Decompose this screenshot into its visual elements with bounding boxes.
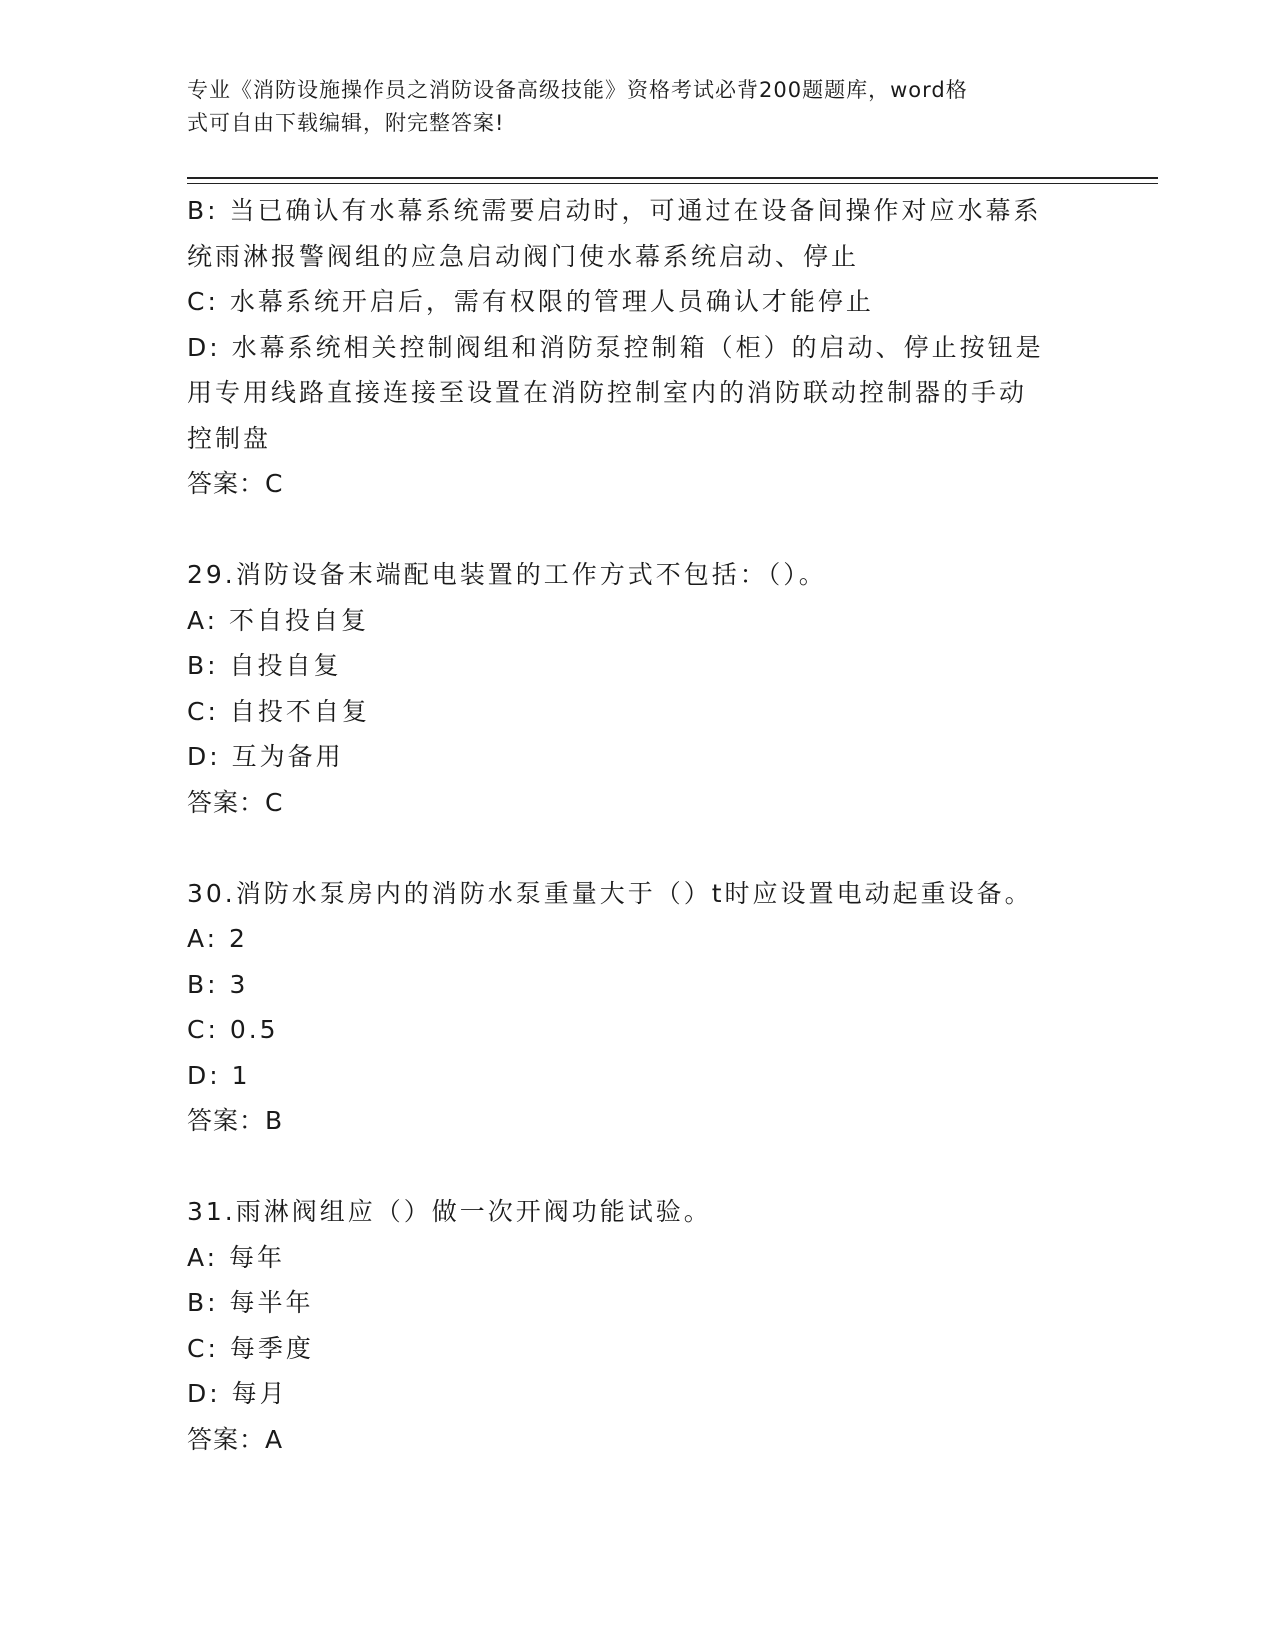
option-a: A: 不自投自复 [187, 605, 370, 635]
option-d-continued: 用专用线路直接连接至设置在消防控制室内的消防联动控制器的手动 [187, 378, 1028, 407]
question-30 [187, 871, 1087, 1144]
question-stem: 31.雨淋阀组应（）做一次开阀功能试验。 [187, 1197, 712, 1226]
answer: 答案：C [187, 787, 284, 817]
answer: 答案：C [187, 469, 284, 498]
question-list [187, 188, 1087, 1462]
document-header [187, 74, 1067, 140]
option-d-continued: 控制盘 [187, 423, 272, 453]
header-line-1: 专业《消防设施操作员之消防设备高级技能》资格考试必背200题题库，word格 [187, 78, 968, 102]
question-28-continued [187, 188, 1087, 507]
spacer [187, 1144, 1087, 1190]
option-a: A: 2 [187, 924, 248, 953]
header-divider-thick [187, 177, 1158, 179]
option-d: D: 每月 [187, 1379, 288, 1408]
question-31 [187, 1189, 1087, 1462]
option-d: D: 1 [187, 1060, 251, 1090]
header-line-2: 式可自由下载编辑，附完整答案! [187, 111, 505, 135]
option-c: C: 水幕系统开启后，需有权限的管理人员确认才能停止 [187, 287, 874, 316]
option-c: C: 每季度 [187, 1333, 314, 1363]
option-b-continued: 统雨淋报警阀组的应急启动阀门使水幕系统启动、停止 [187, 241, 860, 271]
option-b: B: 每半年 [187, 1288, 314, 1317]
header-divider-thin [187, 183, 1158, 184]
option-d: D: 互为备用 [187, 742, 344, 771]
spacer [187, 825, 1087, 871]
answer: 答案：A [187, 1424, 284, 1454]
option-d: D: 水幕系统相关控制阀组和消防泵控制箱（柜）的启动、停止按钮是 [187, 332, 1044, 362]
answer: 答案：B [187, 1106, 284, 1135]
option-c: C: 0.5 [187, 1015, 279, 1044]
option-b: B: 自投自复 [187, 651, 342, 680]
question-29 [187, 552, 1087, 825]
question-stem: 29.消防设备末端配电装置的工作方式不包括：（）。 [187, 560, 827, 589]
option-c: C: 自投不自复 [187, 696, 370, 726]
option-b: B: 3 [187, 969, 249, 999]
option-b: B: 当已确认有水幕系统需要启动时，可通过在设备间操作对应水幕系 [187, 196, 1042, 225]
option-a: A: 每年 [187, 1242, 286, 1272]
spacer [187, 507, 1087, 553]
question-stem: 30.消防水泵房内的消防水泵重量大于（）t时应设置电动起重设备。 [187, 878, 1033, 908]
